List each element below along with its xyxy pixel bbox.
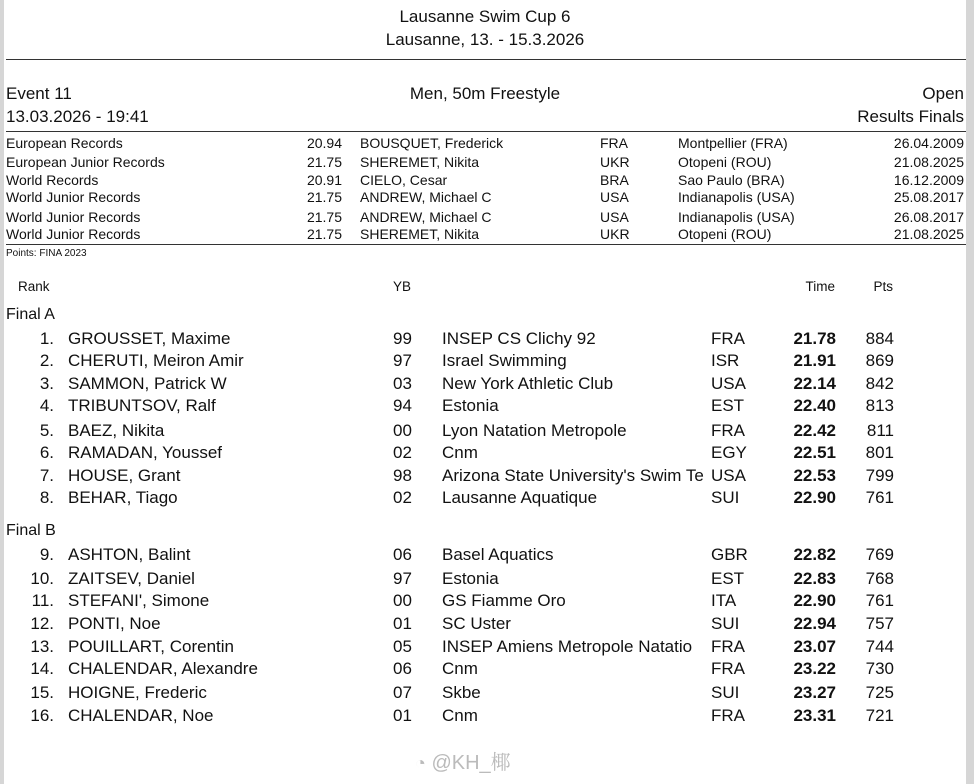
record-type: World Junior Records (6, 189, 141, 205)
result-time: 22.83 (793, 569, 836, 588)
result-club: Skbe (442, 683, 481, 702)
result-points: 768 (865, 569, 894, 588)
result-points: 757 (865, 614, 894, 633)
result-time: 23.27 (793, 683, 836, 702)
result-club: Cnm (442, 443, 478, 462)
result-rank: 15. (30, 683, 54, 702)
result-rank: 6. (39, 443, 54, 462)
result-rank: 1. (39, 329, 54, 348)
record-place: Indianapolis (USA) (678, 189, 795, 205)
record-date: 21.08.2025 (893, 226, 964, 242)
result-rank: 7. (39, 466, 54, 485)
result-points: 842 (865, 374, 894, 393)
result-yb: 97 (393, 569, 412, 588)
result-nation: FRA (711, 706, 745, 725)
event-divider (6, 131, 966, 132)
result-time: 22.94 (793, 614, 836, 633)
result-yb: 01 (393, 614, 412, 633)
watermark-text: @KH_椰 (431, 752, 511, 774)
record-date: 26.04.2009 (893, 135, 964, 151)
result-points: 869 (865, 351, 894, 370)
record-date: 21.08.2025 (893, 154, 964, 170)
result-name: SAMMON, Patrick W (68, 374, 227, 393)
event-category: Open (922, 84, 964, 103)
result-nation: EST (711, 569, 745, 588)
result-yb: 99 (393, 329, 412, 348)
meet-subtitle: Lausanne, 13. - 15.3.2026 (385, 30, 585, 49)
result-yb: 03 (393, 374, 412, 393)
result-club: Estonia (442, 569, 499, 588)
record-time: 21.75 (306, 154, 342, 170)
record-time: 20.94 (306, 135, 342, 151)
result-points: 721 (865, 706, 894, 725)
result-yb: 02 (393, 443, 412, 462)
result-name: STEFANI', Simone (68, 591, 210, 610)
result-name: BEHAR, Tiago (68, 488, 178, 507)
result-yb: 00 (393, 421, 412, 440)
result-rank: 3. (39, 374, 54, 393)
result-name: ZAITSEV, Daniel (68, 569, 195, 588)
result-time: 22.82 (793, 545, 836, 564)
record-nation: FRA (600, 135, 628, 151)
result-club: Arizona State University's Swim Te (442, 466, 704, 485)
event-number: Event 11 (6, 84, 72, 103)
record-type: World Records (6, 172, 99, 188)
result-rank: 2. (39, 351, 54, 370)
result-rank: 4. (39, 396, 54, 415)
result-time: 22.90 (793, 591, 836, 610)
record-type: World Junior Records (6, 209, 141, 225)
result-nation: SUI (711, 614, 740, 633)
record-nation: UKR (600, 154, 630, 170)
result-points: 761 (865, 591, 894, 610)
result-nation: ISR (711, 351, 740, 370)
points-note: Points: FINA 2023 (6, 248, 87, 259)
col-rank: Rank (18, 279, 50, 294)
result-nation: FRA (711, 659, 745, 678)
result-rank: 9. (39, 545, 54, 564)
result-points: 884 (865, 329, 894, 348)
result-club: INSEP Amiens Metropole Natatio (442, 637, 693, 656)
result-points: 744 (865, 637, 894, 656)
record-place: Montpellier (FRA) (678, 135, 788, 151)
record-nation: USA (600, 189, 629, 205)
result-time: 23.31 (793, 706, 836, 725)
record-holder: SHEREMET, Nikita (360, 226, 480, 242)
record-type: European Junior Records (6, 154, 165, 170)
result-yb: 00 (393, 591, 412, 610)
result-club: Cnm (442, 706, 478, 725)
record-place: Sao Paulo (BRA) (678, 172, 785, 188)
result-name: PONTI, Noe (68, 614, 161, 633)
result-nation: SUI (711, 683, 740, 702)
record-type: World Junior Records (6, 226, 141, 242)
record-holder: ANDREW, Michael C (360, 209, 492, 225)
result-club: Israel Swimming (442, 351, 567, 370)
result-nation: FRA (711, 421, 745, 440)
result-yb: 01 (393, 706, 412, 725)
record-place: Otopeni (ROU) (678, 226, 772, 242)
result-club: SC Uster (442, 614, 511, 633)
result-points: 725 (865, 683, 894, 702)
result-name: HOIGNE, Frederic (68, 683, 207, 702)
result-points: 761 (865, 488, 894, 507)
result-points: 813 (865, 396, 894, 415)
result-name: BAEZ, Nikita (68, 421, 165, 440)
record-holder: SHEREMET, Nikita (360, 154, 480, 170)
result-yb: 98 (393, 466, 412, 485)
result-nation: GBR (711, 545, 748, 564)
result-time: 23.07 (793, 637, 836, 656)
result-time: 23.22 (793, 659, 836, 678)
result-nation: FRA (711, 329, 745, 348)
result-points: 801 (865, 443, 894, 462)
result-time: 22.90 (793, 488, 836, 507)
record-holder: BOUSQUET, Frederick (360, 135, 504, 151)
record-place: Otopeni (ROU) (678, 154, 772, 170)
result-club: Cnm (442, 659, 478, 678)
record-date: 25.08.2017 (893, 189, 964, 205)
result-club: Lyon Natation Metropole (442, 421, 627, 440)
result-nation: FRA (711, 637, 745, 656)
result-time: 21.78 (793, 329, 836, 348)
result-nation: USA (711, 466, 746, 485)
record-date: 16.12.2009 (893, 172, 964, 188)
col-time: Time (805, 279, 835, 294)
result-yb: 07 (393, 683, 412, 702)
result-time: 22.51 (793, 443, 836, 462)
result-club: GS Fiamme Oro (442, 591, 566, 610)
result-name: ASHTON, Balint (68, 545, 191, 564)
result-points: 811 (866, 421, 894, 440)
watermark (415, 746, 511, 775)
final-label: Final B (6, 522, 56, 539)
record-type: European Records (6, 135, 123, 151)
result-name: TRIBUNTSOV, Ralf (68, 396, 216, 415)
result-yb: 06 (393, 659, 412, 678)
record-time: 21.75 (306, 189, 342, 205)
event-name: Men, 50m Freestyle (409, 84, 561, 103)
result-time: 22.40 (793, 396, 836, 415)
result-nation: EST (711, 396, 745, 415)
result-nation: ITA (711, 591, 737, 610)
record-nation: USA (600, 209, 629, 225)
result-points: 730 (865, 659, 894, 678)
result-name: GROUSSET, Maxime (68, 329, 231, 348)
result-time: 22.42 (793, 421, 836, 440)
result-rank: 5. (39, 421, 54, 440)
result-rank: 10. (30, 569, 54, 588)
record-time: 21.75 (306, 209, 342, 225)
record-time: 20.91 (306, 172, 342, 188)
record-holder: ANDREW, Michael C (360, 189, 492, 205)
meet-title: Lausanne Swim Cup 6 (399, 7, 571, 26)
result-name: CHERUTI, Meiron Amir (68, 351, 244, 370)
result-club: Basel Aquatics (442, 545, 554, 564)
final-label: Final A (6, 306, 55, 323)
result-yb: 06 (393, 545, 412, 564)
record-holder: CIELO, Cesar (360, 172, 448, 188)
result-name: CHALENDAR, Alexandre (68, 659, 258, 678)
result-time: 22.14 (793, 374, 836, 393)
result-club: Lausanne Aquatique (442, 488, 598, 507)
record-time: 21.75 (306, 226, 342, 242)
result-name: CHALENDAR, Noe (68, 706, 214, 725)
result-club: Estonia (442, 396, 499, 415)
result-club: INSEP CS Clichy 92 (442, 329, 596, 348)
result-points: 769 (865, 545, 894, 564)
result-name: RAMADAN, Youssef (68, 443, 223, 462)
result-yb: 05 (393, 637, 412, 656)
result-points: 799 (865, 466, 894, 485)
weibo-icon: ◔ (415, 753, 426, 773)
result-time: 22.53 (793, 466, 836, 485)
header-divider (6, 59, 966, 60)
result-name: POUILLART, Corentin (68, 637, 234, 656)
result-nation: USA (711, 374, 746, 393)
result-rank: 11. (31, 591, 54, 610)
col-yb: YB (393, 279, 412, 294)
event-datetime: 13.03.2026 - 19:41 (6, 107, 149, 126)
result-nation: EGY (711, 443, 747, 462)
col-pts: Pts (873, 279, 893, 294)
result-nation: SUI (711, 488, 740, 507)
result-club: New York Athletic Club (442, 374, 614, 393)
result-yb: 97 (393, 351, 412, 370)
result-yb: 94 (393, 396, 412, 415)
result-time: 21.91 (793, 351, 836, 370)
result-rank: 13. (30, 637, 54, 656)
result-rank: 14. (30, 659, 54, 678)
records-divider (6, 244, 966, 245)
record-place: Indianapolis (USA) (678, 209, 795, 225)
result-yb: 02 (393, 488, 412, 507)
result-rank: 8. (39, 488, 54, 507)
result-rank: 16. (30, 706, 54, 725)
result-rank: 12. (30, 614, 54, 633)
record-nation: UKR (600, 226, 630, 242)
record-nation: BRA (600, 172, 629, 188)
event-stage: Results Finals (857, 107, 964, 126)
result-name: HOUSE, Grant (68, 466, 181, 485)
record-date: 26.08.2017 (893, 209, 964, 225)
